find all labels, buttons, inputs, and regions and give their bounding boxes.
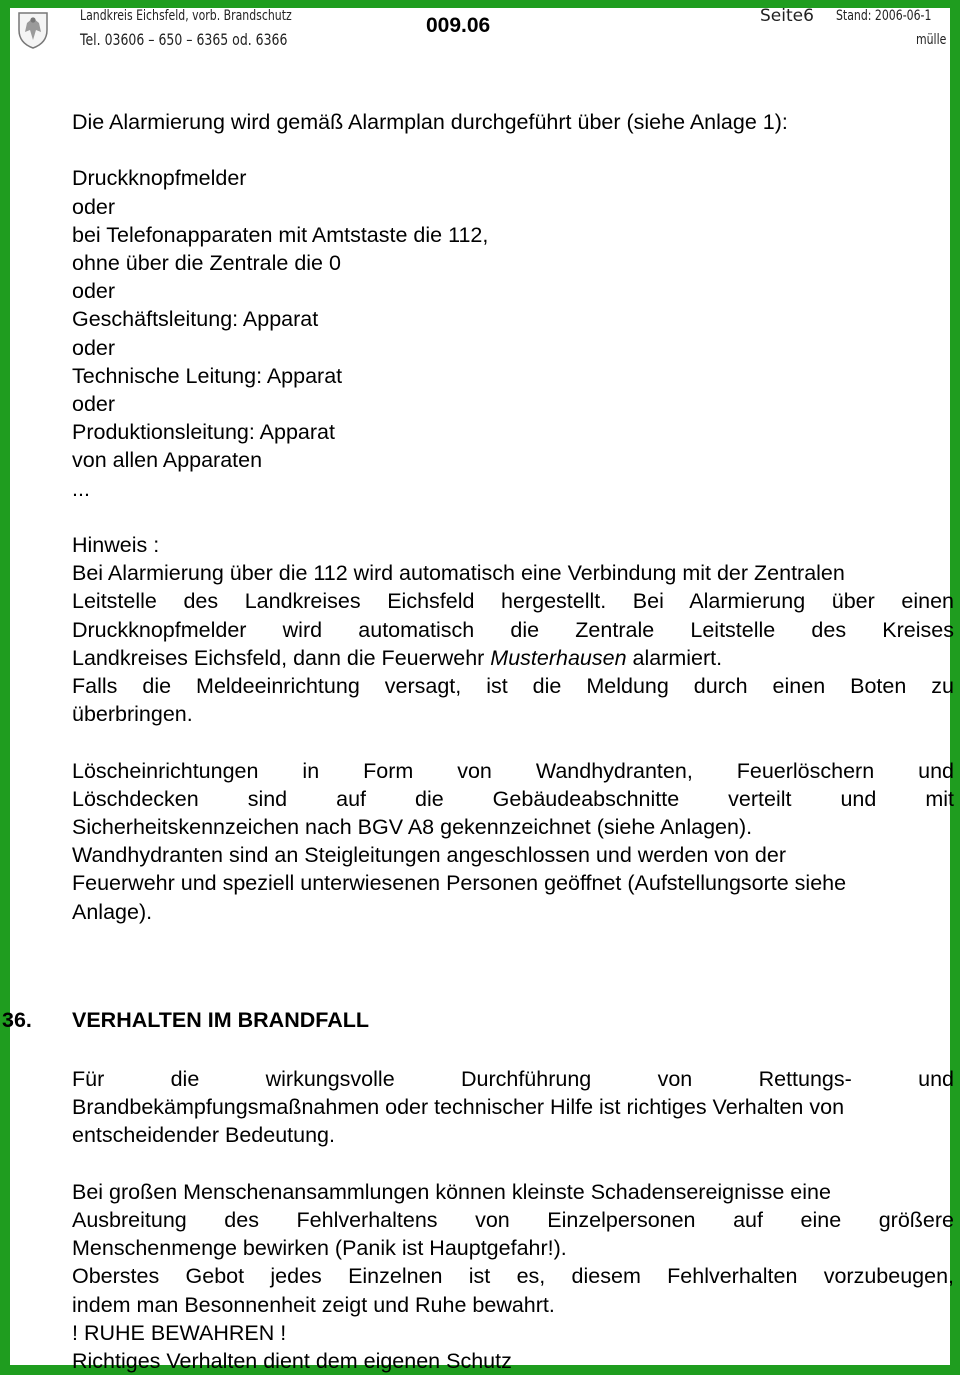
coat-of-arms-icon [16,10,50,50]
verhalten-line: Ausbreitung des Fehlverhaltens von Einzelpersonen auf eine größere [72,1208,954,1232]
alarm-option: ohne über die Zentrale die 0 [72,251,341,275]
alarm-option: von allen Apparaten [72,448,263,473]
document-page [2,6,954,1374]
verhalten-emphasis: ! RUHE BEWAHREN ! [72,1320,287,1345]
verhalten-line: Brandbekämpfungsmaßnahmen oder technischer Hilfe ist richtiges Verhalten von [72,1095,845,1120]
header-page: Seite6 [760,6,814,26]
loesch-line: Löscheinrichtungen in Form von Wandhydranten, Feuerlöschern und [72,758,954,783]
page-header [10,8,950,60]
hinweis-label: Hinweis : [72,533,160,558]
alarm-option: Geschäftsleitung: Apparat [72,307,319,332]
alarm-option: Technische Leitung: Apparat [72,363,343,388]
alarm-option: Druckknopfmelder [72,166,247,191]
alarm-option: Produktionsleitung: Apparat [72,420,335,445]
verhalten-section [72,1065,954,1375]
verhalten-line: Bei großen Menschenansammlungen können kleinste Schadensereignisse eine [72,1179,831,1204]
hinweis-line: Druckknopfmelder wird automatisch die Zentrale Leitstelle des Kreises [72,617,954,642]
loesch-line: Sicherheitskennzeichen nach BGV A8 gekennzeichnet (siehe Anlagen). [72,815,753,840]
hinweis-line: Falls die Meldeeinrichtung versagt, ist die Meldung durch einen Boten zu [72,674,954,699]
hinweis-line: Leitstelle des Landkreises Eichsfeld hergestellt. Bei Alarmierung über einen [72,589,954,614]
loesch-line: Anlage). [72,899,153,924]
loesch-line: Wandhydranten sind an Steigleitungen angeschlossen und werden von der [72,843,786,868]
header-stand: Stand: 2006-06-1 [836,8,932,24]
document-number: 009.06 [426,14,491,37]
verhalten-line: Richtiges Verhalten dient dem eigenen Schutz [72,1349,512,1374]
header-author: mülle [916,32,947,48]
alarm-option: oder [72,335,116,360]
hinweis-line: Bei Alarmierung über die 112 wird automatisch eine Verbindung mit der Zentralen [72,561,845,586]
alarm-option: bei Telefonapparaten mit Amtstaste die 112, [72,222,489,247]
place-name: Musterhausen [490,645,627,670]
hinweis-line: Landkreises Eichsfeld, dann die Feuerwehr Musterhausen alarmiert. [72,645,723,670]
alarm-option: oder [72,279,116,304]
alarm-option: oder [72,194,116,219]
verhalten-line: indem man Besonnenheit zeigt und Ruhe bewahrt. [72,1292,555,1317]
verhalten-line: Für die wirkungsvolle Durchführung von Rettungs- und [72,1067,954,1091]
verhalten-line: Oberstes Gebot jedes Einzelnen ist es, diesem Fehlverhalten vorzubeugen, [72,1264,954,1289]
alarm-section [72,108,954,926]
verhalten-line: Menschenmenge bewirken (Panik ist Hauptgefahr!). [72,1236,567,1261]
alarm-intro: Die Alarmierung wird gemäß Alarmplan durchgeführt über (siehe Anlage 1): [72,110,788,134]
hinweis-line: überbringen. [72,702,193,727]
verhalten-line: entscheidender Bedeutung. [72,1123,335,1148]
header-phone: Tel. 03606 – 650 – 6365 od. 6366 [80,30,288,49]
loesch-line: Feuerwehr und speziell unterwiesenen Personen geöffnet (Aufstellungsorte siehe [72,871,847,896]
alarm-option: oder [72,392,116,417]
loesch-line: Löschdecken sind auf die Gebäudeabschnitte verteilt und mit [72,786,954,811]
header-org: Landkreis Eichsfeld, vorb. Brandschutz [80,8,292,24]
section-title: VERHALTEN IM BRANDFALL [72,1008,370,1032]
section-number: 36. [2,1008,32,1032]
alarm-option: ... [72,476,90,501]
